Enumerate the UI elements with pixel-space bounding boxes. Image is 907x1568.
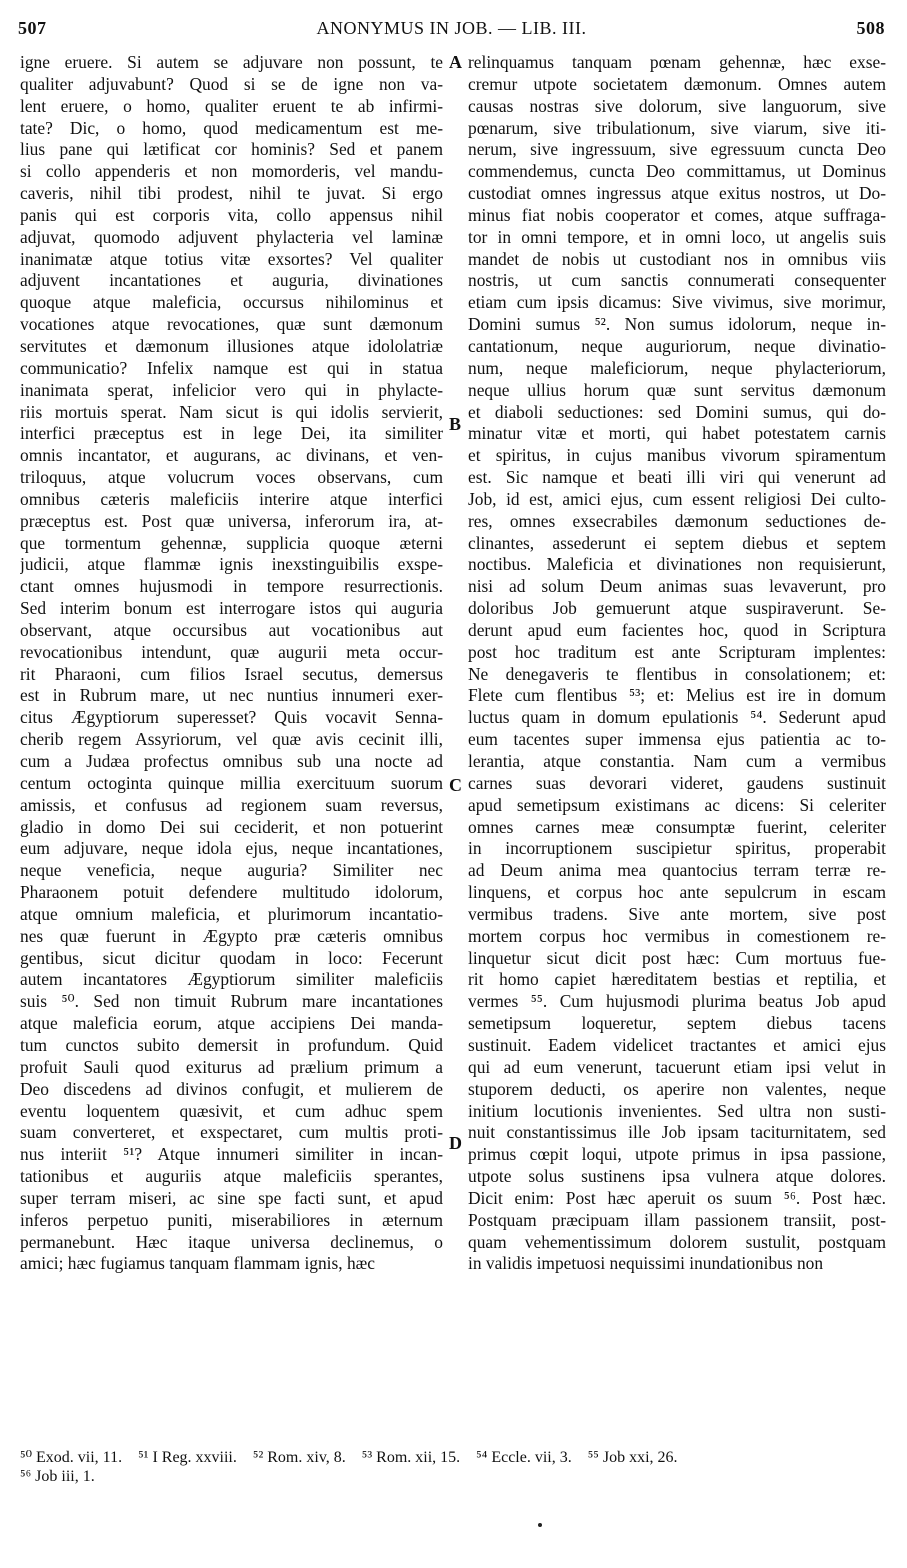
text-line: cum a Judæa profectus omnibus sub una nocte ad xyxy=(20,751,443,771)
right-column xyxy=(468,52,886,1275)
text-line: profuit Sauli quod exiturus ad prælium primum a xyxy=(20,1056,443,1077)
text-line: minus fiat nobis cooperator et comes, atque suffraga- xyxy=(468,204,886,225)
text-line: derunt apud eum facientes hoc, quod in Scriptura xyxy=(468,619,886,640)
text-line: suis ⁵⁰. Sed non timuit Rubrum mare incantationes xyxy=(20,991,443,1012)
text-line: Dicit enim: Post hæc aperuit os suum ⁵⁶. Post hæc. xyxy=(468,1187,886,1208)
text-line: eum tacentes super immensa ejus patientia ac to- xyxy=(468,729,886,750)
text-line: tor in omni tempore, et in omni loco, ut angelis suis xyxy=(468,226,886,247)
text-line: riis mortuis sperat. Nam sicut is qui idolis servierit, xyxy=(20,401,443,422)
margin-letter-a: A xyxy=(449,52,462,72)
running-title: ANONYMUS IN JOB. — LIB. III. xyxy=(316,18,587,38)
text-line: gladio in domo Dei sui ceciderit, et non potuerint xyxy=(20,816,443,837)
text-line: utpote solus sustinens ipsa vulnera atque dolores. xyxy=(468,1166,886,1187)
text-line: nes quæ fuerunt in Ægypto præ cæteris omnibus xyxy=(20,925,443,946)
text-line: noctibus. Maleficia et divinationes non requisierunt, xyxy=(468,554,886,575)
text-line: observant, atque occursibus aut vocationibus aut xyxy=(20,619,443,640)
text-line: suam converteret, et exspectaret, cum multis proti- xyxy=(20,1122,443,1143)
text-line: clinantes, assederunt ei septem diebus et septem xyxy=(468,532,886,553)
text-line: interfici præceptus est in lege Dei, ita similiter xyxy=(20,423,443,444)
text-line: omnis incantator, et augurans, ac divinans, et ven- xyxy=(20,445,443,466)
text-line: quoque atque maleficia, occursus nihilominus et xyxy=(20,292,443,313)
text-line: linquetur sicut dicit post hæc: Cum mortuus fue- xyxy=(468,947,886,968)
margin-letter-d: D xyxy=(449,1133,462,1153)
text-line: apud semetipsum existimans ac dicens: Si celeriter xyxy=(468,794,886,815)
text-line: igne eruere. Si autem se adjuvare non possunt, te xyxy=(20,52,443,72)
page-dot xyxy=(538,1523,542,1527)
text-line: Job, id est, amici ejus, cum essent religiosi Dei culto- xyxy=(468,488,886,509)
text-line: minatur vitæ et morti, qui habet potestatem carnis xyxy=(468,423,886,444)
text-line: nus interiit ⁵¹? Atque innumeri similiter in incan- xyxy=(20,1144,443,1165)
text-line: pœnarum, sive tribulationum, sive viarum, sive iti- xyxy=(468,117,886,138)
page-number-right: 508 xyxy=(856,18,885,38)
text-line: carnes suas devorari videret, gaudens sustinuit xyxy=(468,772,886,793)
text-line: centum octoginta quinque millia exercituum suorum xyxy=(20,772,443,793)
text-line: nuit constantissimus ille Job ipsam taciturnitatem, sed xyxy=(468,1122,886,1143)
left-column xyxy=(20,52,443,1275)
margin-letter-c: C xyxy=(449,775,462,795)
text-line: commendemus, cuncta Deo committamus, ut Dominus xyxy=(468,161,886,182)
text-line: panis qui est corporis vita, collo appensus nihil xyxy=(20,204,443,225)
text-line: tum cunctos subito demersit in profundum. Quid xyxy=(20,1034,443,1055)
text-line: sustinuit. Eadem videlicet tractantes et amici ejus xyxy=(468,1034,886,1055)
margin-letter-b: B xyxy=(449,414,462,434)
text-line: mortem corpus hoc vermibus in comestionem re- xyxy=(468,925,886,946)
text-line: Deo discedens ad divinos confugit, et mulierem de xyxy=(20,1078,443,1099)
text-line: super terram miseri, ac sine spe facti sunt, et apud xyxy=(20,1187,443,1208)
text-line: servitutes et dæmonum illusiones atque idololatriæ xyxy=(20,335,443,356)
text-line: cantationum, neque auguriorum, neque divinatio- xyxy=(468,335,886,356)
text-line: in incorruptionem suscipietur spiritus, properabit xyxy=(468,838,886,859)
text-line: tate? Dic, o homo, quod medicamentum est me- xyxy=(20,117,443,138)
text-line: præceptus est. Post quæ universa, inferorum ira, at- xyxy=(20,510,443,531)
text-line: Postquam præcipuam illam passionem transiit, post- xyxy=(468,1209,886,1230)
text-line: vermes ⁵⁵. Cum hujusmodi plurima beatus Job apud xyxy=(468,991,886,1012)
text-line: mandet de nobis ut custodiant nos in omnibus viis xyxy=(468,248,886,269)
text-line: Ne denegaveris te flentibus in consolationem; et: xyxy=(468,663,886,684)
text-line: custodiat omnes ingressus atque exitus nostros, ut Do- xyxy=(468,183,886,204)
text-line: adjuvent incantationes et auguria, divinationes xyxy=(20,270,443,291)
text-line: linquens, et corpus hoc ante sepulcrum in escam xyxy=(468,882,886,903)
page-number-left: 507 xyxy=(18,18,47,38)
text-line: relinquamus tanquam pœnam gehennæ, hæc exse- xyxy=(468,52,886,72)
text-line: nerum, sive ingressuum, sive egressuum cuncta Deo xyxy=(468,139,886,160)
text-line: cremur utpote societatem dæmonum. Omnes autem xyxy=(468,73,886,94)
text-line: Flete cum flentibus ⁵³; et: Melius est ire in domum xyxy=(468,685,886,706)
text-line: Sed interim bonum est interrogare istos qui auguria xyxy=(20,598,443,619)
text-line: rit homo capiet hæreditatem bestias et reptilia, et xyxy=(468,969,886,990)
text-line: eventu loquentem quæsivit, et cum adhuc spem xyxy=(20,1100,443,1121)
text-line: et diaboli seductiones: sed Domini sumus, qui do- xyxy=(468,401,886,422)
text-line: vermibus tradens. Sive ante mortem, sive post xyxy=(468,903,886,924)
text-line: initium locutionis invenientes. Sed ultra non susti- xyxy=(468,1100,886,1121)
text-line: revocationibus intendunt, quæ augurii meta occur- xyxy=(20,641,443,662)
footnote-line: ⁵⁰ Exod. vii, 11. ⁵¹ I Reg. xxviii. ⁵² Rom. xiv, 8. ⁵³ Rom. xii, 15. ⁵⁴ Eccle. vii, 3. ⁵⁵ Job xxi, 26. xyxy=(20,1449,678,1466)
text-line: caveris, nihil tibi prodest, nihil te juvat. Si ergo xyxy=(20,183,443,204)
text-line: nostris, ut cum sanctis connumerati consequenter xyxy=(468,270,886,291)
text-line: num, neque maleficiorum, neque phylacteriorum, xyxy=(468,357,886,378)
text-line: vocationes atque revocationes, quæ sunt dæmonum xyxy=(20,314,443,335)
text-line: gentibus, sicut dicitur quodam in loco: Fecerunt xyxy=(20,947,443,968)
text-line: inferos perpetuo puniti, miserabiliores in æternum xyxy=(20,1209,443,1230)
text-line: inanimata sperat, infelicior vero qui in phylacte- xyxy=(20,379,443,400)
running-header xyxy=(18,18,885,44)
text-line: et spiritus, in cujus manibus vivorum spiramentum xyxy=(468,445,886,466)
text-line: quam vehementissimum dolorem sustulit, postquam xyxy=(468,1231,886,1252)
text-line: que tormentum gehennæ, supplicia quoque æterni xyxy=(20,532,443,553)
text-line: atque maleficia eorum, atque accipiens Dei manda- xyxy=(20,1013,443,1034)
text-line: omnes carnes meæ consumptæ fuerint, celeriter xyxy=(468,816,886,837)
text-line: adjuvat, quomodo adjuvent phylacteria vel laminæ xyxy=(20,226,443,247)
text-line: semetipsum loqueretur, septem diebus tacens xyxy=(468,1013,886,1034)
text-line: autem incantatores Ægyptiorum similiter maleficiis xyxy=(20,969,443,990)
text-line: res, omnes exsecrabiles dæmonum seductiones de- xyxy=(468,510,886,531)
text-line: neque ullius horum quæ sunt servitus dæmonum xyxy=(468,379,886,400)
text-line: permanebunt. Hæc itaque universa declinemus, o xyxy=(20,1231,443,1252)
text-line: inanimatæ atque totius vitæ exsortes? Vel qualiter xyxy=(20,248,443,269)
text-line: amici; hæc fugiamus tanquam flammam ignis, hæc xyxy=(20,1253,375,1274)
text-line: cherib regem Assyriorum, vel quæ avis cecinit illi, xyxy=(20,729,443,750)
text-line: neque veneficia, neque auguria? Similiter nec xyxy=(20,860,443,881)
text-line: nisi ad solum Deum animas suas levaverunt, pro xyxy=(468,576,886,597)
text-line: est. Sic namque et beati illi viri qui venerunt ad xyxy=(468,467,886,488)
text-line: si collo appenderis et non momorderis, vel mandu- xyxy=(20,161,443,182)
text-line: post hoc traditum est ante Scripturam implentes: xyxy=(468,641,886,662)
text-line: primus cœpit loqui, utpote primus in ipsa passione, xyxy=(468,1144,886,1165)
text-line: lius pane qui lætificat cor hominis? Sed et panem xyxy=(20,139,443,160)
text-line: judicii, atque flammæ ignis inexstinguibilis exspe- xyxy=(20,554,443,575)
text-line: doloribus Job gemuerunt atque suspiraverunt. Se- xyxy=(468,598,886,619)
text-line: stuporem deducti, os aperire non valentes, neque xyxy=(468,1078,886,1099)
text-line: qualiter adjuvabunt? Quod si se de igne non va- xyxy=(20,73,443,94)
text-line: est in Rubrum mare, ut nec nuntius innumeri exer- xyxy=(20,685,443,706)
text-line: atque omnium maleficia, et plurimorum incantatio- xyxy=(20,903,443,924)
text-line: eum adjuvare, neque idola ejus, neque incantationes, xyxy=(20,838,443,859)
footnotes xyxy=(20,1448,890,1486)
text-line: citus Ægyptiorum superesset? Quis vocavit Senna- xyxy=(20,707,443,728)
text-line: amissis, et confusus ad regionem suam reversus, xyxy=(20,794,443,815)
text-line: ad Deum anima mea quantocius terram terræ re- xyxy=(468,860,886,881)
text-line: communicatio? Infelix namque est qui in statua xyxy=(20,357,443,378)
text-line: luctus quam in domum epulationis ⁵⁴. Sederunt apud xyxy=(468,707,886,728)
text-line: tationibus et auguriis atque maleficiis sperantes, xyxy=(20,1166,443,1187)
text-line: triloquus, atque volucrum voces observans, cum xyxy=(20,467,443,488)
text-line: Pharaonem potuit defendere multitudo idolorum, xyxy=(20,882,443,903)
text-line: omnibus cæteris maleficiis interire atque interfici xyxy=(20,488,443,509)
text-line: causas nostras sive dolorum, sive languorum, sive xyxy=(468,95,886,116)
text-line: etiam cum ipsis dicamus: Sive vivimus, sive morimur, xyxy=(468,292,886,313)
text-line: ctant omnes hujusmodi in tempore resurrectionis. xyxy=(20,576,443,597)
text-line: qui ad eum venerunt, tacuerunt etiam ipsi velut in xyxy=(468,1056,886,1077)
text-line: lent eruere, o homo, qualiter eruent te ab infirmi- xyxy=(20,95,443,116)
text-line: lerantia, atque constantia. Nam cum a vermibus xyxy=(468,751,886,771)
text-line: in validis impetuosi nequissimi inundationibus non xyxy=(468,1253,824,1274)
footnote-line: ⁵⁶ Job iii, 1. xyxy=(20,1468,95,1485)
text-line: rit Pharaoni, cum filios Israel secutus, demersus xyxy=(20,663,443,684)
text-line: Domini sumus ⁵². Non sumus idolorum, neque in- xyxy=(468,314,886,335)
